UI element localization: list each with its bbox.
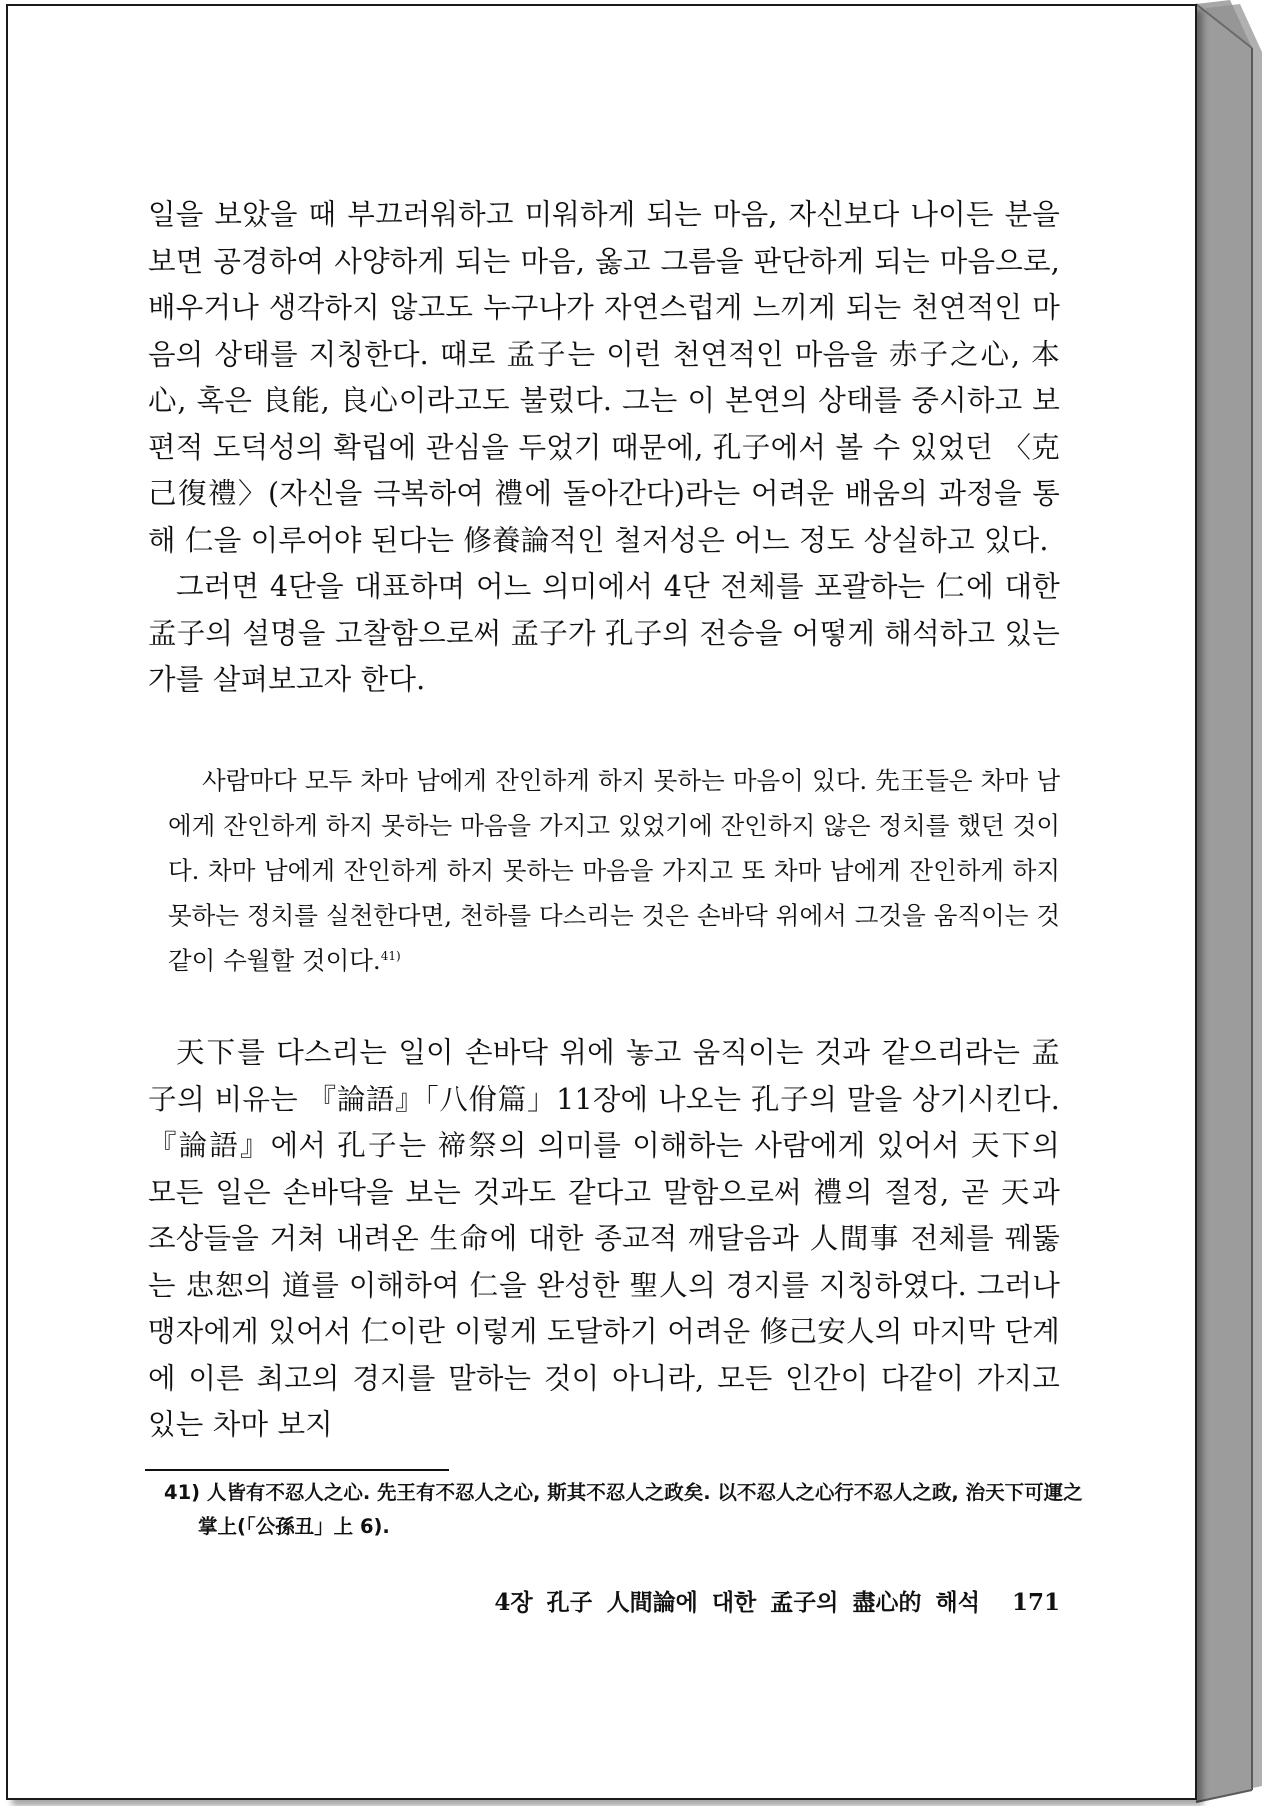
paragraph-1: 일을 보았을 때 부끄러워하고 미워하게 되는 마음, 자신보다 나이든 분을 보면 공경하여 사양하게 되는 마음, 옳고 그름을 판단하게 되는 마음으로, 배우거나 생각하지 않고도 누구나가 자연스럽게 느끼게 되는 천연적인 마음의 상태를 지칭한다. 때로 孟子는 이런 천연적인 마음을 赤子之心, 本心, 혹은 良能, 良心이라고도 불렀다. 그는 이 본연의 상태를 중시하고 보편적 도덕성의 확립에 관심을 두었기 때문에, 孔子에서 볼 수 있었던 〈克己復禮〉(자신을 극복하여 禮에 돌아간다)라는 어려운 배움의 과정을 통해 仁을 이루어야 된다는 修養論적인 철저성은 어느 정도 상실하고 있다. — [148, 198, 1060, 557]
footer-chapter: 4장 — [494, 1589, 533, 1616]
footer-title: 孔子 人間論에 대한 孟子의 盡心的 해석 — [546, 1589, 980, 1616]
paragraph-2: 그러면 4단을 대표하며 어느 의미에서 4단 전체를 포괄하는 仁에 대한 孟子의 설명을 고찰함으로써 孟子가 孔子의 전승을 어떻게 해석하고 있는가를 살펴보고자 한다. — [148, 570, 1060, 696]
body-text-top — [148, 192, 1060, 704]
block-quote — [168, 758, 1060, 983]
body-text-bottom — [148, 1030, 1060, 1449]
paragraph-3: 天下를 다스리는 일이 손바닥 위에 놓고 움직이는 것과 같으리라는 孟子의 비유는 『論語』「八佾篇」11장에 나오는 孔子의 말을 상기시킨다. 『論語』에서 孔子는 禘祭의 의미를 이해하는 사람에게 있어서 天下의 모든 일은 손바닥을 보는 것과도 같다고 말함으로써 禮의 절정, 곧 天과 조상들을 거쳐 내려온 生命에 대한 종교적 깨달음과 人間事 전체를 꿰뚫는 忠恕의 道를 이해하여 仁을 완성한 聖人의 경지를 지칭하였다. 그러나 맹자에게 있어서 仁이란 이렇게 도달하기 어려운 修己安人의 마지막 단계에 이른 최고의 경지를 말하는 것이 아니라, 모든 인간이 다같이 가지고 있는 차마 보지 — [148, 1036, 1060, 1441]
running-footer — [440, 1584, 1060, 1617]
footnote-divider — [145, 1469, 449, 1471]
footnote-marker: 41) — [380, 948, 401, 963]
footnote-41: 41) 人皆有不忍人之心. 先王有不忍人之心, 斯其不忍人之政矣. 以不忍人之心行不忍人之政, 治天下可運之掌上(「公孫丑」上 6). — [164, 1481, 1083, 1538]
page-number: 171 — [1011, 1589, 1060, 1616]
block-quote-text: 사람마다 모두 차마 남에게 잔인하게 하지 못하는 마음이 있다. 先王들은 차마 남에게 잔인하게 하지 못하는 마음을 가지고 있었기에 잔인하지 않은 정치를 했던 것이다. 차마 남에게 잔인하게 하지 못하는 마음을 가지고 또 차마 남에게 잔인하게 하지 못하는 정치를 실천한다면, 천하를 다스리는 것은 손바닥 위에서 그것을 움직이는 것같이 수월할 것이다. — [168, 766, 1060, 975]
